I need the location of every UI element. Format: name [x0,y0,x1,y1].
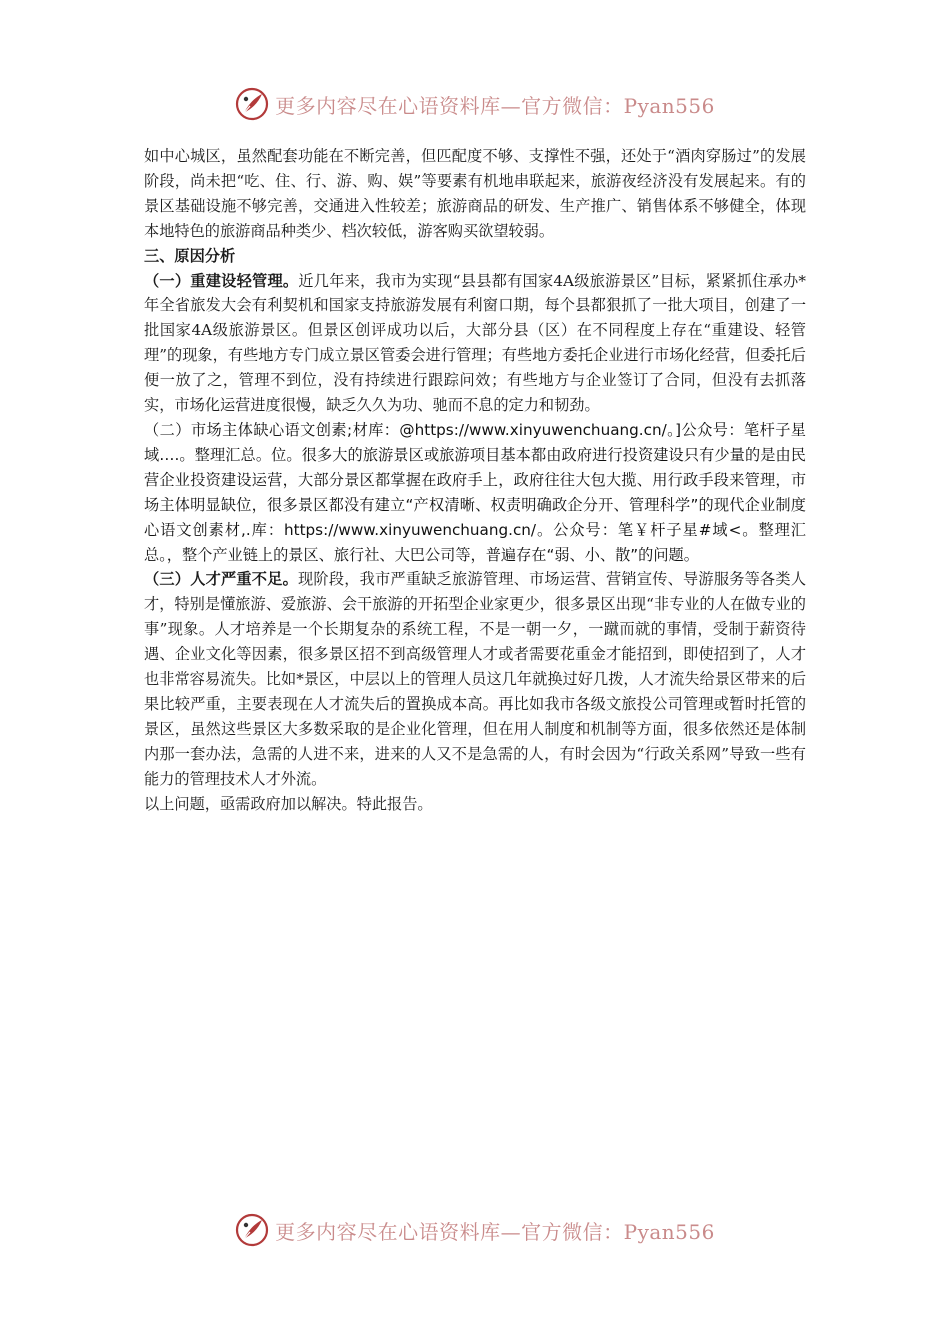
section-heading: 三、原因分析 [144,246,236,265]
subsection-heading: （一）重建设轻管理。 [144,271,299,290]
footer-banner-text: 更多内容尽在心语资料库—官方微信：Pyan556 [275,1219,715,1244]
header-banner-text: 更多内容尽在心语资料库—官方微信：Pyan556 [275,93,715,118]
body-paragraph [144,269,806,418]
header-banner [0,82,950,126]
body-paragraph: （二）市场主体缺心语文创素;材库：@https://www.xinyuwenchuang.cn/。]公众号：笔杆子星域….。整理汇总。位。很多大的旅游景区或旅游项目基本都由政府进行投资建设只有少量的是由民营企业投资建设运营，大部分景区都掌握在政府手上，政府往往大包大揽、用行政手段来管理，市场主体明显缺位，很多景区都没有建立“产权清晰、权责明确政企分开、管理科学”的现代企业制度心语文创素材,.库：https://www.xinyuwenchuang.cn/。公众号：笔￥杆子星#域<。整理汇总。，整个产业链上的景区、旅行社、大巴公司等，普遍存在“弱、小、散”的问题。 [144,420,806,564]
body-paragraph [144,567,806,791]
quill-pen-logo-icon [235,1213,269,1247]
quill-pen-logo-icon [235,87,269,121]
document-body [144,144,806,816]
footer-banner [0,1208,950,1252]
subsection-heading: （三）人才严重不足。 [144,570,299,589]
closing-paragraph: 以上问题，亟需政府加以解决。特此报告。 [144,794,433,813]
body-paragraph: 如中心城区，虽然配套功能在不断完善，但匹配度不够、支撑性不强，还处于“酒肉穿肠过”的发展阶段，尚未把“吃、住、行、游、购、娱”等要素有机地串联起来，旅游夜经济没有发展起来。有的景区基础设施不够完善，交通进入性较差；旅游商品的研发、生产推广、销售体系不够健全，体现本地特色的旅游商品种类少、档次较低，游客购买欲望较弱。 [144,147,806,240]
subsection-text: 近几年来，我市为实现“县县都有国家4A级旅游景区”目标，紧紧抓住承办*年全省旅发大会有利契机和国家支持旅游发展有利窗口期，每个县都狠抓了一批大项目，创建了一批国家4A级旅游景区。但景区创评成功以后，大部分县（区）在不同程度上存在“重建设、轻管理”的现象，有些地方专门成立景区管委会进行管理；有些地方委托企业进行市场化经营，但委托后便一放了之，管理不到位，没有持续进行跟踪问效；有些地方与企业签订了合同，但没有去抓落实，市场化运营进度很慢，缺乏久久为功、驰而不息的定力和韧劲。 [144,271,806,415]
subsection-text: 现阶段，我市严重缺乏旅游管理、市场运营、营销宣传、导游服务等各类人才，特别是懂旅游、爱旅游、会干旅游的开拓型企业家更少，很多景区出现“非专业的人在做专业的事”现象。人才培养是一个长期复杂的系统工程，不是一朝一夕，一蹴而就的事情，受制于薪资待遇、企业文化等因素，很多景区招不到高级管理人才或者需要花重金才能招到，即使招到了，人才也非常容易流失。比如*景区，中层以上的管理人员这几年就换过好几拨，人才流失给景区带来的后果比较严重，主要表现在人才流失后的置换成本高。再比如我市各级文旅投公司管理或暂时托管的景区，虽然这些景区大多数采取的是企业化管理，但在用人制度和机制等方面，很多依然还是体制内那一套办法，急需的人进不来，进来的人又不是急需的人，有时会因为“行政关系网”导致一些有能力的管理技术人才外流。 [144,570,807,788]
